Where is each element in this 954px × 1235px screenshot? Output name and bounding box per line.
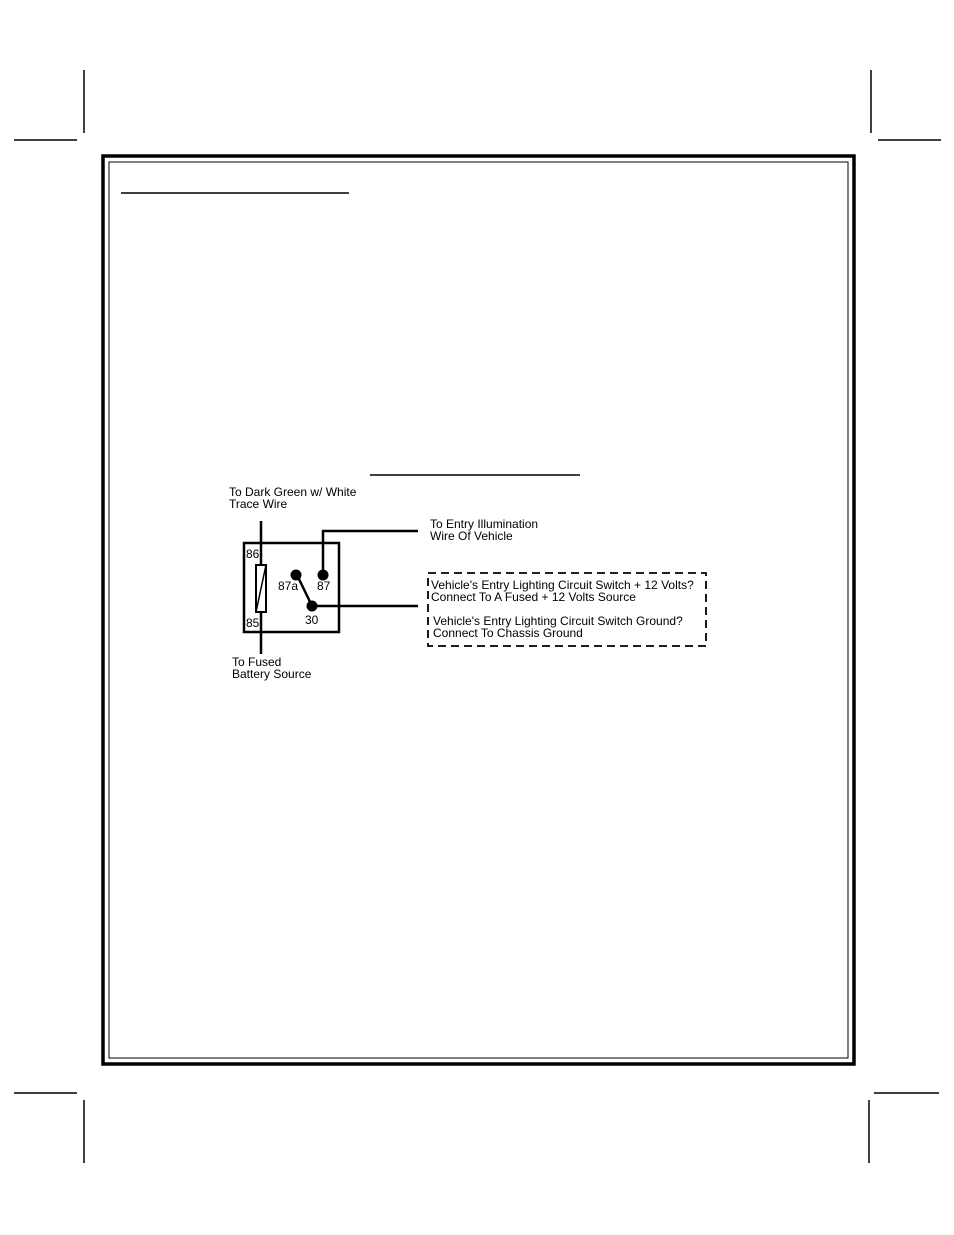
pin-86-label: 86 [246,547,260,561]
top-wire-label-line2: Trace Wire [229,497,288,511]
page-frame-outer [103,156,854,1064]
output-wire-label-line2: Wire Of Vehicle [430,529,513,543]
wire-pin-87-output [323,531,418,574]
pin-87-label: 87 [317,579,331,593]
connection-options-box [428,573,706,646]
option-ground-instruction: Connect To Chassis Ground [433,626,583,640]
bottom-wire-label-line1: To Fused [232,655,282,669]
relay [244,521,418,654]
bottom-wire-label-line2: Battery Source [232,667,312,681]
relay-switch-arm [298,577,312,606]
option-12v-instruction: Connect To A Fused + 12 Volts Source [431,590,636,604]
page-frame-inner [109,162,848,1058]
top-wire-label-line1: To Dark Green w/ White [229,485,357,499]
pin-85-label: 85 [246,616,260,630]
pin-87a-label: 87a [278,579,299,593]
option-12v-question: Vehicle's Entry Lighting Circuit Switch + 12 Volts? [431,578,694,592]
pin-30-label: 30 [305,613,319,627]
option-ground-question: Vehicle's Entry Lighting Circuit Switch Ground? [433,614,683,628]
output-wire-label-line1: To Entry Illumination [430,517,539,531]
